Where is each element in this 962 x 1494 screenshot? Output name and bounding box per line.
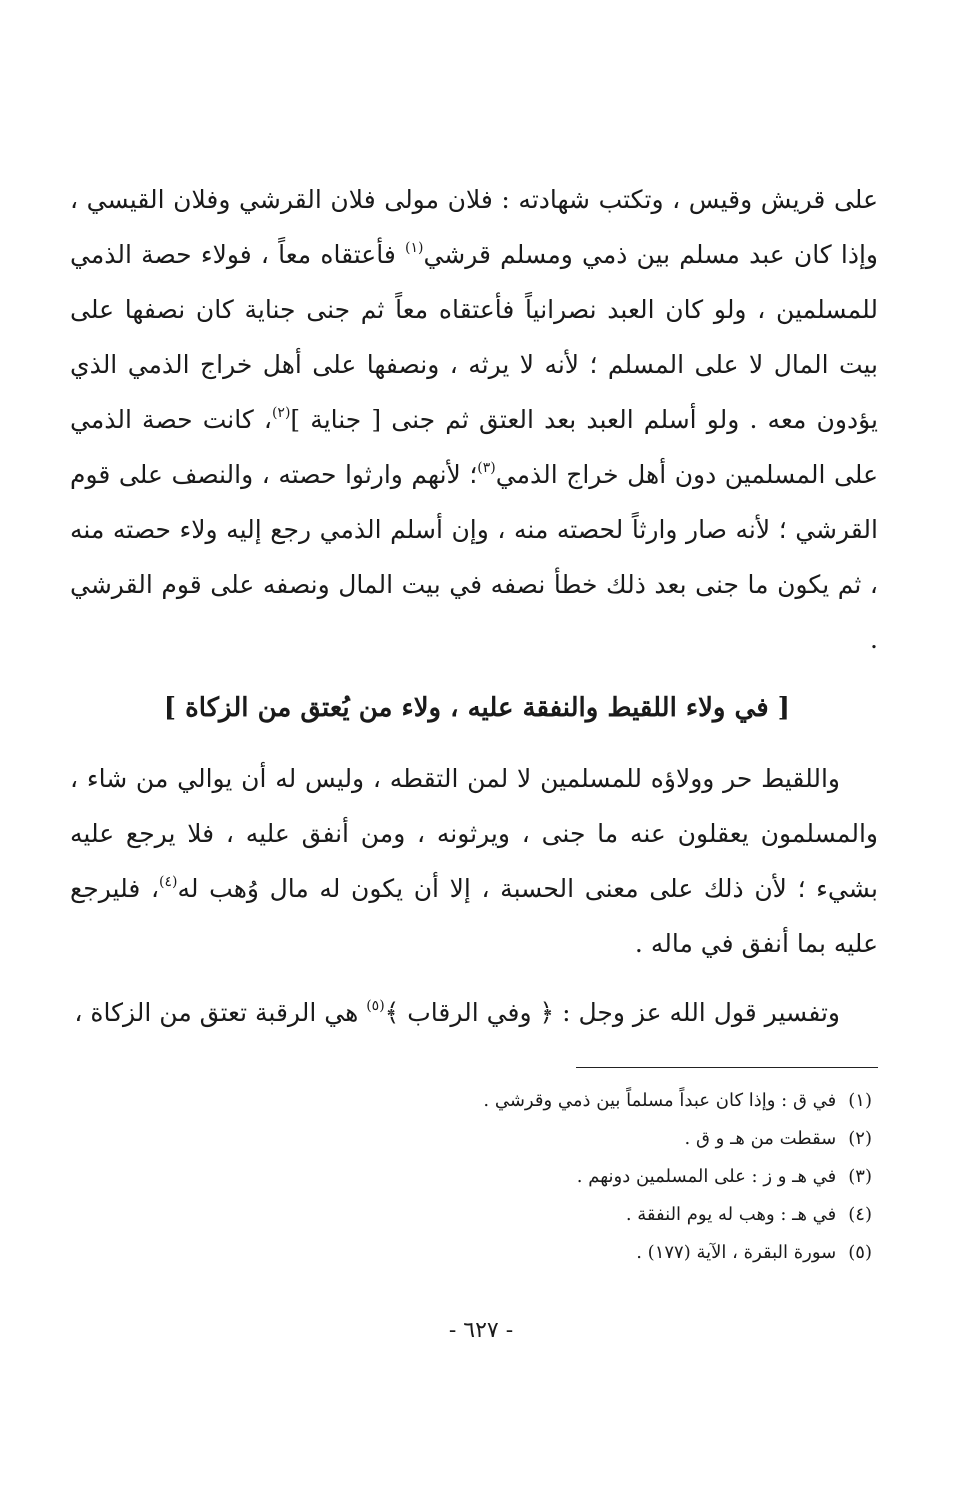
footnote-text: سقطت من هـ و ق . (684, 1128, 837, 1149)
paragraph-text: هي الرقبة تعتق من الزكاة ، (74, 998, 367, 1027)
footnote-text: في هـ : وهب له يوم النفقة . (625, 1204, 837, 1225)
footnote-number: (١) (848, 1090, 872, 1111)
footnotes (70, 1082, 878, 1272)
footnote-reference-4: (٤) (159, 874, 178, 890)
footnote-reference-5: (٥) (366, 998, 385, 1014)
footnote-text: في ق : وإذا كان عبداً مسلماً بين ذمي وقرشي . (483, 1090, 837, 1111)
section-heading: [ في ولاء اللقيط والنفقة عليه ، ولاء من يُعتق من الزكاة ] (163, 693, 790, 723)
footnote-reference-2: (٢) (271, 405, 291, 421)
paragraph-spacer (70, 971, 878, 985)
paragraph-walaa-joint-manumission (70, 172, 878, 667)
footnote-item (70, 1196, 872, 1234)
page-number: - ٦٢٧ - (448, 1318, 514, 1343)
footnote-number: (٤) (848, 1204, 872, 1225)
paragraph-text: ، فليرجع عليه بما أنفق في ماله . (70, 874, 878, 958)
footnote-reference-3: (٣) (477, 460, 496, 476)
main-text (70, 172, 878, 1040)
paragraph-foundling (70, 751, 878, 971)
paragraph-tafsir (70, 985, 878, 1040)
footnote-item (70, 1120, 872, 1158)
footnote-text: سورة البقرة ، الآية (١٧٧) . (636, 1242, 837, 1263)
footnote-number: (٣) (848, 1166, 872, 1187)
paragraph-text: ؛ لأنهم وارثوا حصته ، والنصف على قوم القرشي ؛ لأنه صار وارثاً لحصته منه ، وإن أسلم الذمي رجع إليه ولاء حصته منه ، ثم يكون ما جنى بعد ذلك خطأ نصفه في بيت المال ونصفه على قوم القرشي . (70, 460, 878, 654)
footnote-item (70, 1082, 872, 1120)
footnote-separator (576, 1067, 878, 1068)
footnote-item (70, 1234, 872, 1272)
footnote-text: في هـ و ز : على المسلمين دونهم . (576, 1166, 837, 1187)
paragraph-text: ، كانت حصة الذمي على المسلمين دون أهل خراج الذمي (70, 405, 879, 489)
footnote-number: (٥) (848, 1242, 872, 1263)
paragraph-text: وتفسير قول الله عز وجل : ﴿ وفي الرقاب ﴾ (384, 998, 840, 1027)
footnote-reference-1: (١) (404, 240, 424, 256)
footnote-number: (٢) (848, 1128, 872, 1149)
paragraph-text: واللقيط حر وولاؤه للمسلمين لا لمن التقطه ، وليس له أن يوالي من شاء ، والمسلمون يعقلون عنه ما جنى ، ويرثونه ، ومن أنفق عليه ، فلا يرجع عليه بشيء ؛ لأن ذلك على معنى الحسبة ، إلا أن يكون له مال وُهب له (70, 764, 878, 903)
paragraph-text: على قريش وقيس ، وتكتب شهادته : فلان مولى فلان القرشي وفلان القيسي ، وإذا كان عبد مسلم بين ذمي ومسلم قرشي (70, 185, 878, 269)
footnote-item (70, 1158, 872, 1196)
paragraph-text: فأعتقاه معاً ، فولاء حصة الذمي للمسلمين ، ولو كان العبد نصرانياً فأعتقاه معاً ثم جنى جناية كان نصفها على بيت المال لا على المسلم ؛ لأنه لا يرثه ، ونصفها على أهل خراج الذمي الذي يؤدون معه . ولو أسلم العبد بعد العتق ثم جنى [ جناية ] (70, 240, 878, 434)
